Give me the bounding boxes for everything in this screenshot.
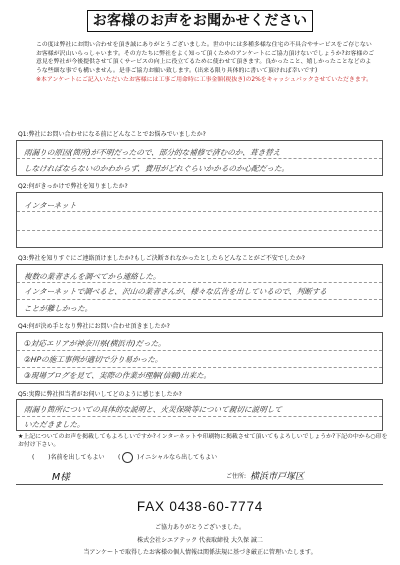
answer-line: ①対応エリアが神奈川県(横浜市)だった。 (23, 339, 167, 348)
ruled-line (17, 230, 382, 231)
page-title: お客様のお声をお聞かせください (87, 10, 313, 32)
consent-text: ★上記についてのお声を掲載してもよろしいですか?インターネットや印刷物に掲載させて頂いてもよろしいでしょうか?下記の中から○印をお付け下さい。 (18, 434, 388, 448)
ruled-line (17, 299, 382, 300)
answer-line: ことが難しかった。 (23, 304, 93, 313)
intro-body: この度は弊社にお問い合わせを頂き誠にありがとうございました。世の中には多種多様な住宅の不具合やサービスをご存じないお客様が沢山いらっしゃいます。その方たちに弊社をよく知って頂くためのアンケートにご協力頂けないでしょうか?お客様のご意見を弊社が今後提供させて頂くサービスの向上に役立てるために使わせて頂きます。良かったこと、嬉しかったことなどのような些細な事でも構いません。是非ご協力お願い致します。(出来る限り具体的に書いて頂ければ幸いです) (36, 42, 375, 75)
answer-line: ②HPの施工事例が適切で分り易かった。 (23, 355, 164, 364)
option-initials-ok-label: イニシャルなら出してもよい (139, 454, 218, 461)
answer-line: 複数の業者さんを調べてから連絡した。 (23, 272, 162, 281)
intro-text (36, 41, 376, 85)
question-5-answer-box[interactable] (16, 399, 383, 431)
ruled-line (17, 367, 382, 368)
question-1-answer-box[interactable] (16, 140, 383, 176)
answer-line: インターネット (23, 201, 77, 210)
ruled-line (17, 211, 382, 212)
company-text: 株式会社シエアテック 代表取締役 大久保 誠二 (137, 537, 263, 544)
option-name-ok[interactable]: ( )名前を出してもよい (32, 454, 105, 461)
thanks-text: ご協力ありがとうございました。 (154, 524, 245, 531)
option-name-ok-label: 名前を出してもよい (50, 454, 105, 461)
question-3-label: Q3:弊社を知りすぐにご連絡頂けましたか?もしご決断されなかったとしたらどんなことがご不安でしたか? (18, 255, 305, 262)
answer-line: しなければならないのかわからず、費用がどれぐらいかかるのか心配だった。 (23, 164, 290, 173)
question-2-label: Q2:何がきっかけで弊社を知りましたか? (18, 183, 128, 190)
answer-line: インターネットで調べると、沢山の業者さんが、様々な広告を出しているので、判断する (23, 287, 328, 296)
question-5-label: Q5:実際に弊社担当者がお伺いしてどのように感じましたか? (18, 391, 182, 398)
ruled-line (17, 350, 382, 351)
address-value: 横浜市戸塚区 (250, 472, 305, 482)
address-label: ご住所: (226, 473, 247, 480)
option-initials-ok[interactable]: ( )イニシャルなら出してもよい (118, 454, 218, 461)
customer-name: M様 (52, 472, 70, 483)
cashback-note: ※本アンケートにご記入いただいたお客様には工事ご用命時に工事金額(税抜き)の2%をキャッシュバックさせていただきます。 (36, 76, 373, 83)
question-4-label: Q4:何が決め手となり弊社にお問い合わせ頂きましたか? (18, 323, 170, 330)
question-3-answer-box[interactable] (16, 264, 383, 317)
question-4-answer-box[interactable] (16, 332, 383, 384)
answer-line: ③現場ブログを見て、実際の作業が理解(信頼)出来た。 (23, 371, 212, 380)
ruled-line (17, 416, 382, 417)
answer-line: 雨漏りの原因(箇所)が不明だったので、部分的な補修で済むのか、葺き替え (23, 148, 281, 157)
ruled-line (17, 282, 382, 283)
ruled-line (17, 158, 382, 159)
question-1-label: Q1:弊社にお問い合わせになる前にどんなことでお悩みでいましたか? (18, 131, 206, 138)
name-address-row (16, 465, 383, 485)
answer-line: いただきました。 (23, 420, 86, 429)
question-2-answer-box[interactable] (16, 192, 383, 248)
fax-number: FAX 0438-60-7774 (136, 499, 264, 514)
answer-line: 雨漏り箇所についての具体的な説明と、火災保険等について親切に説明して (23, 405, 283, 414)
privacy-text: 当アンケートで取得したお客様の個人情報は関係法規に基づき厳正に管理いたします。 (83, 549, 317, 556)
selected-circle-mark (122, 452, 133, 463)
